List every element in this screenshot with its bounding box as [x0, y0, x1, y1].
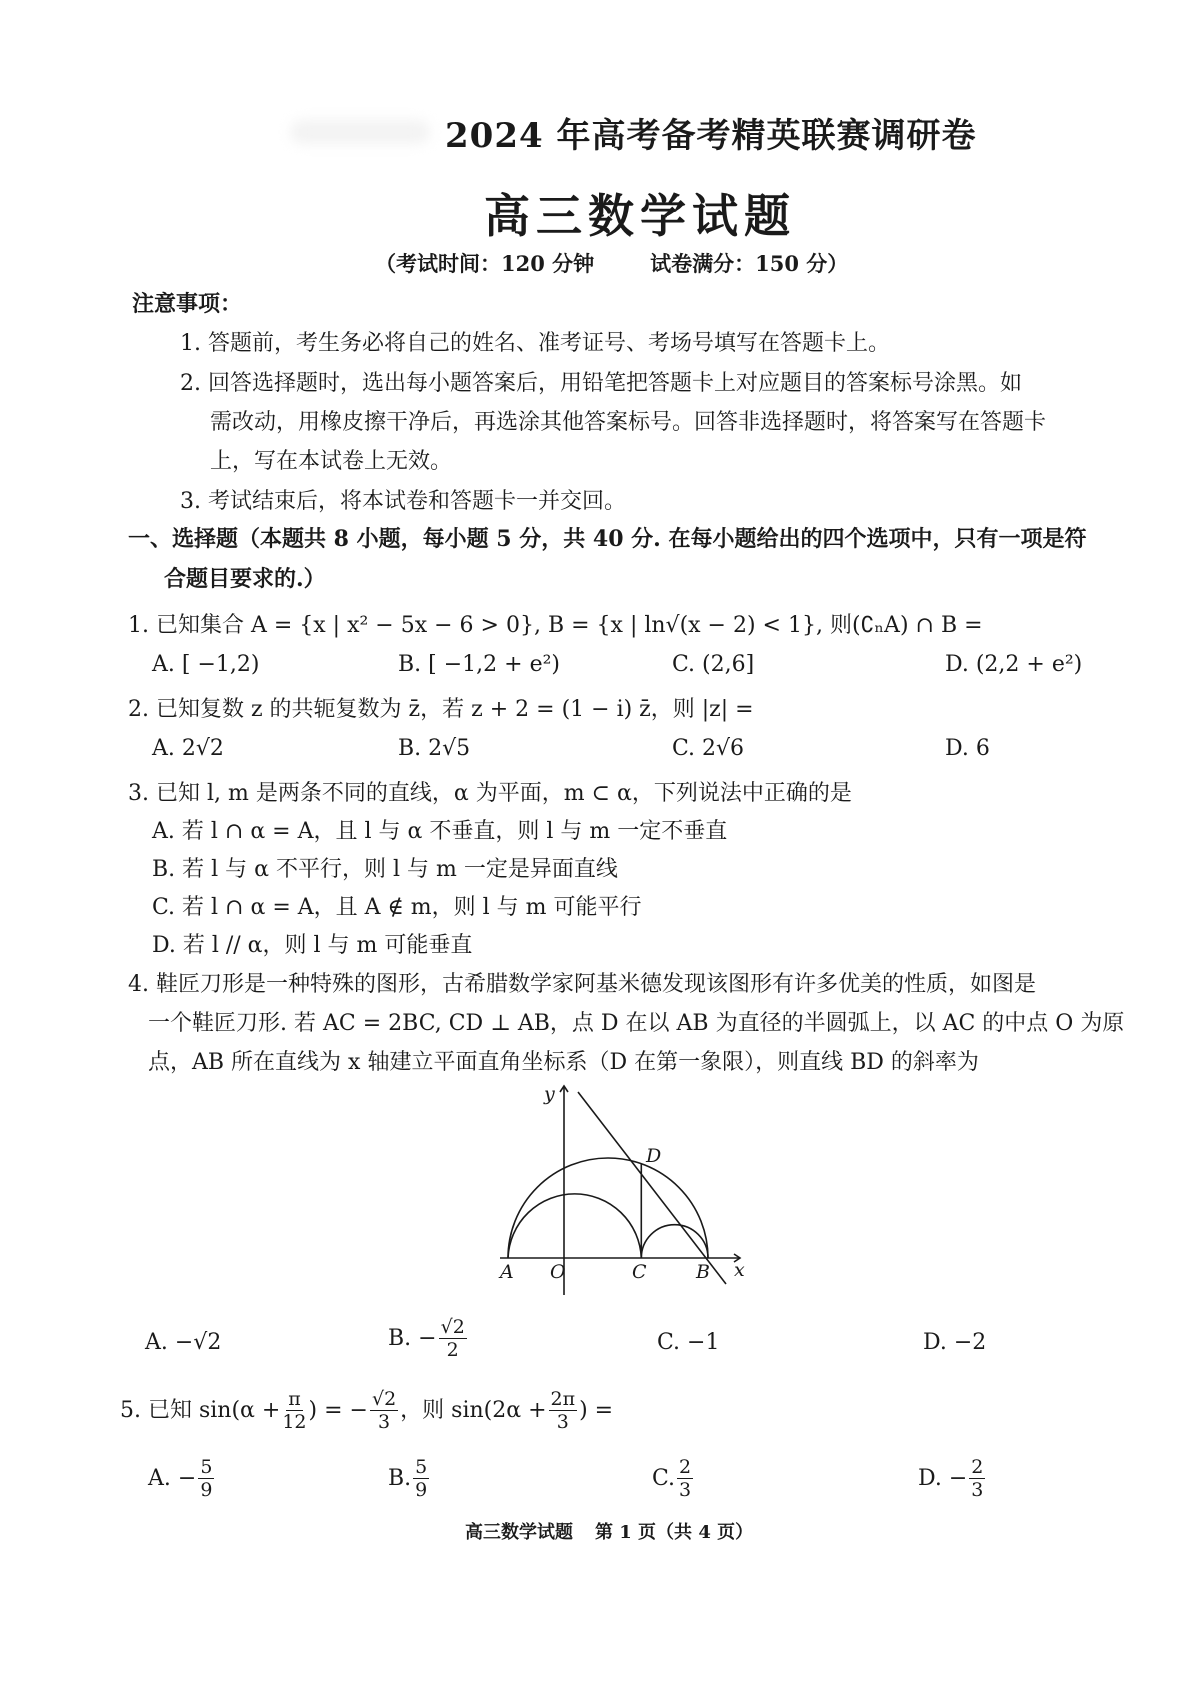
q4-option-b-fraction: [439, 1318, 467, 1360]
section-1-heading-line-2: 合题目要求的.）: [164, 566, 326, 592]
q5-option-a: [148, 1458, 216, 1500]
q4-stem-line-1: 4. 鞋匠刀形是一种特殊的图形，古希腊数学家阿基米德发现该图形有许多优美的性质，如图是: [128, 972, 1036, 997]
q4-stem-line-2: 一个鞋匠刀形. 若 AC = 2BC, CD ⊥ AB，点 D 在以 AB 为直径的半圆弧上，以 AC 的中点 O 为原: [148, 1011, 1125, 1036]
label-y: y: [544, 1083, 555, 1105]
q5-option-d: [918, 1458, 987, 1500]
notice-item-2-line-3: 上，写在本试卷上无效。: [210, 449, 453, 474]
q5-option-c-fraction: [677, 1458, 693, 1500]
full-score: 试卷满分：150 分）: [650, 251, 849, 276]
page-title: 高三数学试题: [484, 189, 796, 243]
q3-option-a: A. 若 l ∩ α = A，且 l 与 α 不垂直，则 l 与 m 一定不垂直: [152, 819, 728, 844]
q5-f1-den: 12: [282, 1411, 307, 1433]
q1-option-d: D. (2,2 + e²): [945, 652, 1083, 677]
q4-option-b-num: √2: [440, 1316, 465, 1338]
q5-d-num: 2: [971, 1456, 984, 1478]
q1-option-b: B. [ −1,2 + e²): [398, 652, 560, 677]
footer-subject: 高三数学试题: [465, 1522, 573, 1543]
q5-f3-num: 2π: [550, 1388, 576, 1410]
q5-stem-fraction-2: [370, 1390, 398, 1432]
section-1-heading-line-1: 一、选择题（本题共 8 小题，每小题 5 分，共 40 分. 在每小题给出的四个选项中，只有一项是符: [128, 526, 1087, 552]
q2-stem: 2. 已知复数 z 的共轭复数为 z̄，若 z + 2 = (1 − i) z̄，则 |z| =: [128, 697, 754, 722]
label-a: A: [500, 1261, 514, 1283]
q2-option-a: A. 2√2: [152, 736, 224, 761]
q5-f2-num: √2: [371, 1388, 397, 1410]
page-footer: [465, 1518, 753, 1544]
label-x: x: [734, 1259, 745, 1281]
q5-stem: [120, 1390, 613, 1432]
q4-option-b: [388, 1318, 469, 1360]
q1-stem: 1. 已知集合 A = {x | x² − 5x − 6 > 0}, B = {x | ln√(x − 2) < 1}, 则(∁ₙA) ∩ B =: [128, 613, 983, 638]
exam-series-title: 2024 年高考备考精英联赛调研卷: [445, 116, 977, 156]
notice-item-1: 1. 答题前，考生务必将自己的姓名、准考证号、考场号填写在答题卡上。: [180, 331, 890, 356]
q4-option-c: C. −1: [657, 1330, 720, 1355]
q5-stem-mid-2: ，则 sin(2α +: [400, 1398, 547, 1423]
q5-option-b-prefix: B.: [388, 1466, 412, 1491]
q4-option-d: D. −2: [923, 1330, 987, 1355]
large-semicircle: [508, 1158, 708, 1258]
q5-option-d-prefix: D. −: [918, 1466, 968, 1491]
q5-stem-end: ) =: [579, 1398, 614, 1423]
footer-page-number: 第 1 页（共 4 页）: [595, 1522, 754, 1543]
q5-option-d-fraction: [969, 1458, 985, 1500]
semicircle-ac: [508, 1194, 641, 1258]
q3-stem: 3. 已知 l, m 是两条不同的直线，α 为平面，m ⊂ α，下列说法中正确的是: [128, 781, 852, 806]
label-d: D: [646, 1145, 662, 1167]
q5-stem-mid: ) = −: [308, 1398, 368, 1423]
q5-stem-fraction-3: [549, 1390, 578, 1432]
q2-option-c: C. 2√6: [672, 736, 745, 761]
q5-a-den: 9: [200, 1479, 213, 1501]
q5-f1-num: π: [288, 1388, 301, 1410]
exam-time: （考试时间：120 分钟: [375, 251, 595, 276]
label-o: O: [550, 1261, 566, 1283]
semicircle-cb: [641, 1225, 708, 1258]
q1-option-c: C. (2,6]: [672, 652, 755, 677]
q4-option-b-prefix: B. −: [388, 1326, 437, 1351]
q5-f3-den: 3: [556, 1411, 569, 1433]
q4-option-b-den: 2: [446, 1339, 459, 1361]
q3-option-c: C. 若 l ∩ α = A，且 A ∉ m，则 l 与 m 可能平行: [152, 895, 642, 920]
redacted-area: [290, 120, 430, 144]
q1-option-a: A. [ −1,2): [152, 652, 260, 677]
q5-b-num: 5: [415, 1456, 428, 1478]
q5-option-b: [388, 1458, 431, 1500]
notice-item-2-line-1: 2. 回答选择题时，选出每小题答案后，用铅笔把答题卡上对应题目的答案标号涂黑。如: [180, 371, 1022, 396]
q5-c-num: 2: [679, 1456, 692, 1478]
q5-stem-fraction-1: [282, 1390, 306, 1432]
shoemaker-knife-figure: [490, 1080, 750, 1300]
q3-option-d: D. 若 l // α，则 l 与 m 可能垂直: [152, 933, 473, 958]
line-bd: [578, 1092, 726, 1284]
q4-stem-line-3: 点，AB 所在直线为 x 轴建立平面直角坐标系（D 在第一象限），则直线 BD 的斜率为: [148, 1050, 979, 1075]
q5-option-c: [652, 1458, 695, 1500]
q5-stem-prefix: 5. 已知 sin(α +: [120, 1398, 281, 1423]
label-b: B: [696, 1261, 710, 1283]
q5-d-den: 3: [971, 1479, 984, 1501]
q3-option-b: B. 若 l 与 α 不平行，则 l 与 m 一定是异面直线: [152, 857, 618, 882]
q5-a-num: 5: [200, 1456, 213, 1478]
q5-b-den: 9: [415, 1479, 428, 1501]
notice-heading: 注意事项：: [132, 291, 243, 317]
q2-option-b: B. 2√5: [398, 736, 471, 761]
q5-f2-den: 3: [378, 1411, 391, 1433]
q4-option-a: A. −√2: [145, 1330, 222, 1355]
q5-option-a-fraction: [198, 1458, 214, 1500]
q5-option-a-prefix: A. −: [148, 1466, 197, 1491]
q5-option-b-fraction: [413, 1458, 429, 1500]
q2-option-d: D. 6: [945, 736, 990, 761]
exam-info: [375, 248, 848, 278]
notice-item-2-line-2: 需改动，用橡皮擦干净后，再选涂其他答案标号。回答非选择题时，将答案写在答题卡: [210, 410, 1047, 435]
q5-c-den: 3: [679, 1479, 692, 1501]
label-c: C: [632, 1261, 647, 1283]
q5-option-c-prefix: C.: [652, 1466, 676, 1491]
notice-item-3: 3. 考试结束后，将本试卷和答题卡一并交回。: [180, 489, 626, 514]
